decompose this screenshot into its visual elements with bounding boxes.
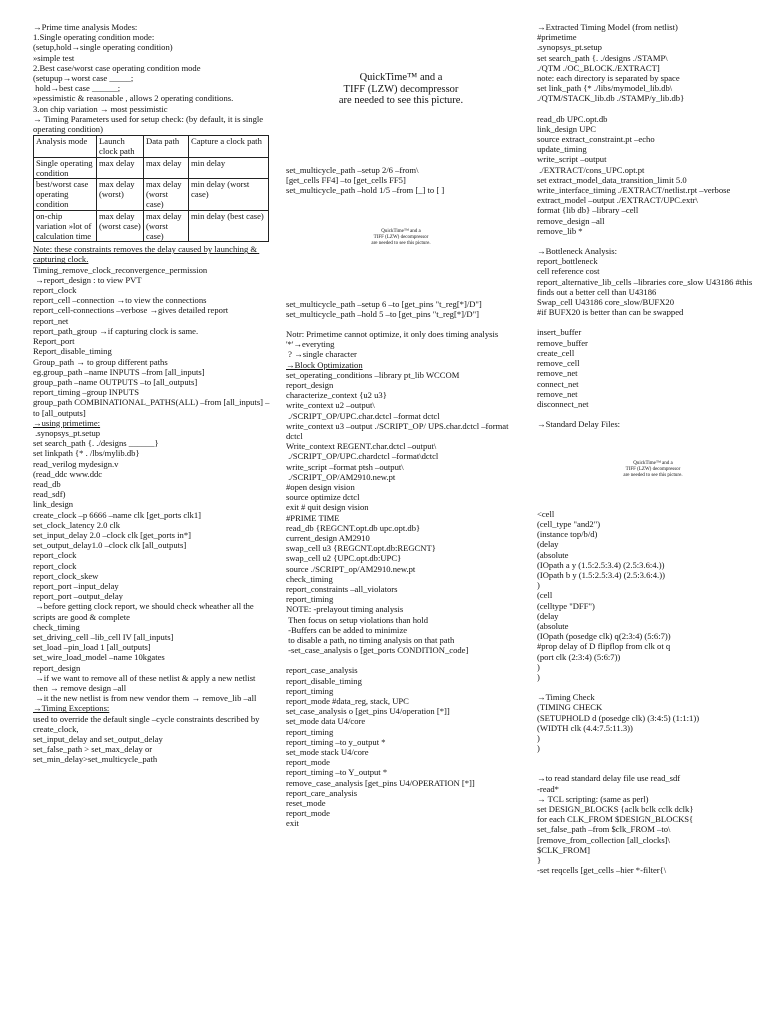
table-row: [34, 179, 269, 211]
intro-lines: [33, 22, 271, 134]
text-line: exit: [286, 818, 299, 829]
text-line: current_design AM2910: [286, 532, 370, 543]
text-line: report_constraints –all_violators: [286, 583, 398, 594]
text-line: write_context u2 –output\: [286, 400, 375, 411]
text-line: .synopsys_pt.setup: [33, 427, 101, 438]
text-line: set_mode data U4/core: [286, 716, 366, 727]
placeholder-line: are needed to see this picture.: [338, 95, 464, 106]
text-line: cell reference cost: [537, 266, 600, 277]
table-row: [34, 157, 269, 178]
text-line: disconnect_net: [537, 398, 589, 409]
placeholder-line: TIFF (LZW) decompressor: [343, 83, 459, 95]
text-line: group_path –name OUTPUTS –to [all_outputs]: [33, 376, 198, 387]
text-line: (SETUPHOLD d (posedge clk) (3:4:5) (1:1:1)): [537, 712, 700, 723]
text-line: report_mode: [286, 808, 330, 819]
text-line: (TIMING CHECK: [537, 702, 603, 713]
text-line: set_multicycle_path –hold 1/5 –from [_] to [ ]: [286, 184, 445, 195]
text-line: create_cell: [537, 347, 575, 358]
text-line: ./QTM/STACK_lib.db ./STAMP/y_lib.db}: [537, 93, 685, 104]
text-line: set_multicycle_path –setup 6 –to [get_pins "t_reg[*]/D"]: [286, 298, 482, 309]
text-line: set search_path {. ./designs ./STAMP\: [537, 52, 668, 63]
text-line: report_design: [33, 662, 81, 673]
text-line: →before getting clock report, we should check wheather all the scripts are good & complete: [33, 601, 256, 622]
text-line: remove_case_analysis [get_pins U4/OPERATION [*]]: [286, 777, 475, 788]
text-line: »pessimistic & reasonable , allows 2 operating conditions.: [33, 93, 234, 104]
text-line: report_cell –connection →to view the connections: [33, 295, 207, 306]
commands-list: [33, 244, 271, 764]
text-line: report_care_analysis: [286, 787, 358, 798]
text-line: report_case_analysis: [286, 665, 358, 676]
text-line: ./SCRIPT_OP/UPC.char.dctcl –format dctcl: [286, 410, 440, 421]
text-line: set linkpath {* . /lbs/mylib.db}: [33, 448, 140, 459]
text-line: #PRIME TIME: [286, 512, 340, 523]
text-line: →to read standard delay file use read_sdf: [537, 773, 681, 784]
table-cell: Launch clock path: [97, 136, 144, 157]
text-line: →Standard Delay Files:: [537, 419, 621, 430]
text-line: 2.Best case/worst case operating condition mode: [33, 62, 201, 73]
text-line: →Block Optimization: [286, 359, 363, 370]
text-line: <cell: [537, 508, 555, 519]
text-line: 3.on chip variation → most pessimistic: [33, 103, 168, 114]
text-line: connect_net: [537, 378, 579, 389]
text-line: read_db {REGCNT.opt.db upc.opt.db}: [286, 522, 421, 533]
text-line: → Timing Parameters used for setup check: (by default, it is single operating condition): [33, 113, 266, 135]
placeholder-line: QuickTime™ and a: [359, 72, 443, 83]
table-cell: best/worst case operating condition: [34, 179, 97, 211]
text-line: remove_cell: [537, 358, 580, 369]
text-line: 1.Single operating condition mode:: [33, 32, 155, 43]
text-line: → TCL scripting: (same as perl): [537, 793, 649, 804]
multicycle-commands: [286, 165, 516, 196]
text-line: set_multicycle_path –hold 5 –to [get_pins "t_reg[*]/D"]: [286, 308, 479, 319]
text-line: source extract_constraint.pt –echo: [537, 134, 655, 145]
text-line: (IOpath b y (1.5:2.5:3.4) (2.5:3.6:4.)): [537, 569, 665, 580]
text-line: →Extracted Timing Model (from netlist): [537, 22, 678, 32]
text-line: report_net: [33, 315, 69, 326]
missing-picture-placeholder-small: [537, 461, 768, 478]
text-line: Notr: Primetime cannot optimize, it only does timing analysis: [286, 328, 499, 339]
text-line: (setupup→worst case _____;: [33, 73, 134, 84]
text-line: check_timing: [33, 621, 80, 632]
placeholder-line: are needed to see this picture.: [371, 240, 431, 246]
text-line: remove_design –all: [537, 215, 605, 226]
missing-picture-placeholder-small: [286, 229, 516, 246]
text-line: ): [537, 671, 540, 682]
blank-line: [286, 319, 516, 329]
text-line: (absolute: [537, 549, 569, 560]
missing-picture-placeholder: [286, 72, 516, 107]
text-line: -set reqcells [get_cells –hier *-filter{\: [537, 865, 667, 876]
text-line: ): [537, 743, 540, 754]
text-line: report_timing –to Y_output *: [286, 767, 388, 778]
text-line: #prop delay of D flipflop from clk ot q: [537, 641, 671, 652]
blank-line: [537, 104, 768, 114]
text-line: -Buffers can be added to minimize: [286, 624, 408, 635]
text-line: report_clock: [33, 560, 77, 571]
text-line: set_output_delay1.0 –clock clk [all_outputs]: [33, 540, 187, 551]
text-line: report_timing: [286, 594, 334, 605]
table-cell: max delay: [97, 157, 144, 178]
text-line: -set_case_analysis o [get_ports CONDITION_code]: [286, 645, 469, 656]
text-line: set extract_model_data_transition_limit 5.0: [537, 174, 687, 185]
text-line: [remove_from_collection [all_clocks]\: [537, 834, 670, 845]
text-line: hold→best case ______;: [33, 83, 121, 94]
text-line: set_false_path –from $clk_FROM –to\: [537, 824, 671, 835]
text-line: write_interface_timing ./EXTRACT/netlist.rpt –verbose: [537, 185, 731, 196]
text-line: Group_path → to group different paths: [33, 356, 168, 367]
text-line: report_disable_timing: [286, 675, 362, 686]
text-line: ./EXTRACT/cons_UPC.opt.pt: [537, 164, 645, 175]
column-right: [537, 22, 768, 875]
placeholder-line: are needed to see this picture.: [623, 472, 683, 478]
text-line: (absolute: [537, 620, 569, 631]
text-line: Swap_cell U43186 core_slow/BUFX20: [537, 297, 675, 308]
text-line: (delay: [537, 539, 559, 550]
table-cell: max delay: [144, 157, 189, 178]
table-cell: min delay (worst case): [189, 179, 269, 211]
table-header-row: [34, 136, 269, 157]
text-line: (cell: [537, 590, 553, 601]
extracted-timing-list: [537, 22, 768, 429]
text-line: report_mode #data_reg, stack, UPC: [286, 696, 409, 707]
blank-line: [537, 682, 768, 692]
text-line: Then focus on setup violations than hold: [286, 614, 429, 625]
text-line: report_clock: [33, 285, 77, 296]
text-line: NOTE: -prelayout timing analysis: [286, 604, 404, 615]
text-line: to disable a path, no timing analysis on that path: [286, 635, 455, 645]
column-left: [33, 22, 271, 765]
text-line: report_clock_skew: [33, 570, 99, 581]
text-line: ./SCRIPT_OP/AM2910.new.pt: [286, 471, 396, 482]
text-line: write_script –output: [537, 154, 607, 165]
table-cell: Capture a clock path: [189, 136, 269, 157]
table-cell: Analysis mode: [34, 136, 97, 157]
placeholder-line: QuickTime™ and a: [381, 229, 421, 235]
blank-line: [537, 763, 768, 773]
text-line: set_operating_conditions –library pt_lib WCCOM: [286, 369, 460, 380]
text-line: report_mode: [286, 757, 330, 768]
text-line: →Prime time analysis Modes:: [33, 22, 138, 32]
text-line: used to override the default single –cycle constraints described by create_clock,: [33, 713, 262, 734]
placeholder-line: TIFF (LZW) decompressor: [625, 467, 681, 473]
text-line: #if BUFX20 is better than can be swapped: [537, 307, 684, 318]
blank-line: [286, 655, 516, 665]
text-line: group_path COMBINATIONAL_PATHS(ALL) –from [all_inputs] –to [all_outputs]: [33, 397, 270, 418]
table-cell: max delay (worst case): [144, 210, 189, 242]
text-line: link_design UPC: [537, 123, 596, 134]
text-line: set_input_delay and set_output_delay: [33, 734, 163, 745]
text-line: $CLK_FROM]: [537, 844, 591, 855]
text-line: swap_cell u3 {REGCNT.opt.db:REGCNT}: [286, 543, 436, 554]
text-line: (celltype "DFF"): [537, 600, 595, 611]
text-line: for each CLK_FROM $DESIGN_BLOCKS{: [537, 814, 694, 825]
text-line: link_design: [33, 499, 74, 510]
table-cell: max delay (worst case): [97, 210, 144, 242]
text-line: '*'→everyting: [286, 339, 335, 350]
text-line: Note: these constraints removes the delay caused by launching & capturing clock.: [33, 244, 260, 265]
text-line: report_timing –group INPUTS: [33, 387, 139, 398]
text-line: Report_port: [33, 336, 75, 347]
text-line: report_timing: [286, 726, 334, 737]
text-line: →if we want to remove all of these netlist & apply a new netlist then → remove design –all: [33, 672, 258, 693]
table-cell: on-chip variation »lot of calculation time: [34, 210, 97, 242]
text-line: update_timing: [537, 144, 587, 155]
text-line: report_timing –to y_output *: [286, 736, 386, 747]
text-line: reset_mode: [286, 798, 326, 809]
text-line: report_path_group →if capturing clock is same.: [33, 325, 199, 336]
text-line: .synopsys_pt.setup: [537, 42, 602, 53]
text-line: set_load –pin_load 1 [all_outputs]: [33, 642, 151, 653]
timing-parameters-table: [33, 135, 269, 242]
text-line: create_clock –p 6666 –name clk [get_ports clk1]: [33, 509, 201, 520]
text-line: Timing_remove_clock_reconvergence_permission: [33, 264, 208, 275]
table-cell: Single operating condition: [34, 157, 97, 178]
text-line: Report_disable_timing: [33, 346, 112, 357]
text-line: source optimize dctcl: [286, 492, 360, 503]
text-line: set_input_delay 2.0 –clock clk [get_ports in*]: [33, 529, 191, 540]
text-line: (port clk (2:3:4) (5:6:7)): [537, 651, 621, 662]
text-line: (cell_type "and2"): [537, 518, 601, 529]
text-line: ? →single character: [286, 349, 357, 360]
text-line: Write_context REGENT.char.dctcl –output\: [286, 441, 437, 452]
text-line: -read*: [537, 783, 559, 794]
text-line: swap_cell u2 {UPC.opt.db:UPC}: [286, 553, 402, 564]
text-line: set_mode stack U4/core: [286, 747, 369, 758]
table-cell: max delay (worst case): [144, 179, 189, 211]
text-line: report_clock: [33, 550, 77, 561]
table-row: [34, 210, 269, 242]
text-line: report_cell-connections –verbose →gives detailed report: [33, 305, 229, 316]
text-line: report_bottleneck: [537, 256, 598, 267]
blank-line: [537, 409, 768, 419]
text-line: [get_cells FF4] –to [get_cells FF5]: [286, 174, 406, 185]
text-line: ): [537, 580, 540, 591]
text-line: report_design: [286, 379, 334, 390]
placeholder-line: TIFF (LZW) decompressor: [373, 234, 429, 240]
text-line: (instance top/b/d): [537, 529, 598, 540]
table-cell: max delay (worst): [97, 179, 144, 211]
text-line: (IOpath a y (1.5:2.5:3.4) (2.5:3.6:4.)): [537, 559, 665, 570]
table-cell: min delay: [189, 157, 269, 178]
text-line: note: each directory is separated by space: [537, 73, 680, 84]
text-line: eg.group_path –name INPUTS –from [all_inputs]: [33, 366, 205, 377]
text-line: set_wire_load_model –name 10kgates: [33, 652, 165, 663]
text-line: (read_ddc www.ddc: [33, 468, 103, 479]
blank-line: [537, 753, 768, 763]
text-line: report_port –output_delay: [33, 591, 123, 602]
table-cell: min delay (best case): [189, 210, 269, 242]
text-line: remove_buffer: [537, 337, 588, 348]
text-line: read_db UPC.opt.db: [537, 113, 608, 124]
text-line: set_driving_cell –lib_cell IV [all_inputs]: [33, 631, 174, 642]
text-line: set_false_path > set_max_delay or: [33, 744, 153, 755]
sdf-and-tcl-list: [537, 509, 768, 876]
text-line: set link_path {* ./libs/mymodel_lib.db\: [537, 83, 673, 94]
blank-line: [537, 236, 768, 246]
blank-line: [537, 317, 768, 327]
text-line: read_verilog mydesign.v: [33, 458, 119, 469]
text-line: →report_design : to view PVT: [33, 274, 142, 285]
text-line: ./QTM ./OC_BLOCK./EXTRACT]: [537, 62, 660, 73]
text-line: insert_buffer: [537, 327, 582, 338]
text-line: #open design vision: [286, 481, 355, 492]
text-line: exit # quit design vision: [286, 502, 369, 513]
text-line: ./SCRIPT_OP/UPC.chardctcl –format\dctcl: [286, 451, 439, 462]
text-line: set_multicycle_path –setup 2/6 –from\: [286, 164, 419, 175]
placeholder-line: QuickTime™ and a: [633, 461, 673, 467]
text-line: write_script –format ptsh –output\: [286, 461, 404, 472]
text-line: set search_path {. ./designs ______}: [33, 438, 159, 449]
text-line: ): [537, 661, 540, 672]
text-line: →Timing Check: [537, 692, 595, 703]
text-line: (delay: [537, 610, 559, 621]
text-line: }: [537, 855, 542, 865]
text-line: set DESIGN_BLOCKS {aclk bclk cclk dclk}: [537, 803, 694, 814]
block-optimization-list: [286, 299, 516, 829]
text-line: extract_model –output ./EXTRACT/UPC.extr\: [537, 195, 698, 206]
table-cell: Data path: [144, 136, 189, 157]
text-line: report_timing: [286, 685, 334, 696]
text-line: remove_net: [537, 368, 578, 379]
text-line: (IOpath (posedge clk) q(2:3:4) (5:6:7)): [537, 631, 671, 642]
column-middle: [286, 22, 516, 829]
text-line: remove_lib *: [537, 225, 583, 236]
text-line: →Timing Exceptions:: [33, 703, 110, 714]
text-line: format {lib db} –library –cell: [537, 205, 639, 216]
text-line: read_sdf): [33, 489, 66, 500]
text-line: »simple test: [33, 52, 75, 63]
text-line: set_case_analysis o [get_pins U4/operation [*]]: [286, 706, 450, 717]
text-line: write_context u3 –output ./SCRIPT_OP/ UPS.char.dctcl –format dctcl: [286, 420, 511, 441]
text-line: (WIDTH clk (4.4:7.5:11.3)): [537, 722, 633, 733]
text-line: (setup,hold→single operating condition): [33, 42, 173, 53]
text-line: source ./SCRIPT_op/AM2910.new.pt: [286, 563, 416, 574]
text-line: read_db: [33, 478, 61, 489]
text-line: characterize_context {u2 u3}: [286, 390, 387, 401]
text-line: check_timing: [286, 573, 333, 584]
text-line: report_port –input_delay: [33, 580, 119, 591]
text-line: report_alternative_lib_cells –libraries core_slow U43186 #this finds out a better cell than U43186: [537, 276, 755, 297]
text-line: →using primetime:: [33, 417, 101, 428]
text-line: →it the new netlist is from new vendor them → remove_lib –all: [33, 693, 257, 704]
text-line: remove_net: [537, 388, 578, 399]
text-line: ): [537, 732, 540, 743]
text-line: set_clock_latency 2.0 clk: [33, 519, 121, 530]
text-line: →Bottleneck Analysis:: [537, 246, 617, 257]
text-line: set_min_delay>set_multicycle_path: [33, 754, 158, 765]
text-line: #primetime: [537, 32, 577, 43]
